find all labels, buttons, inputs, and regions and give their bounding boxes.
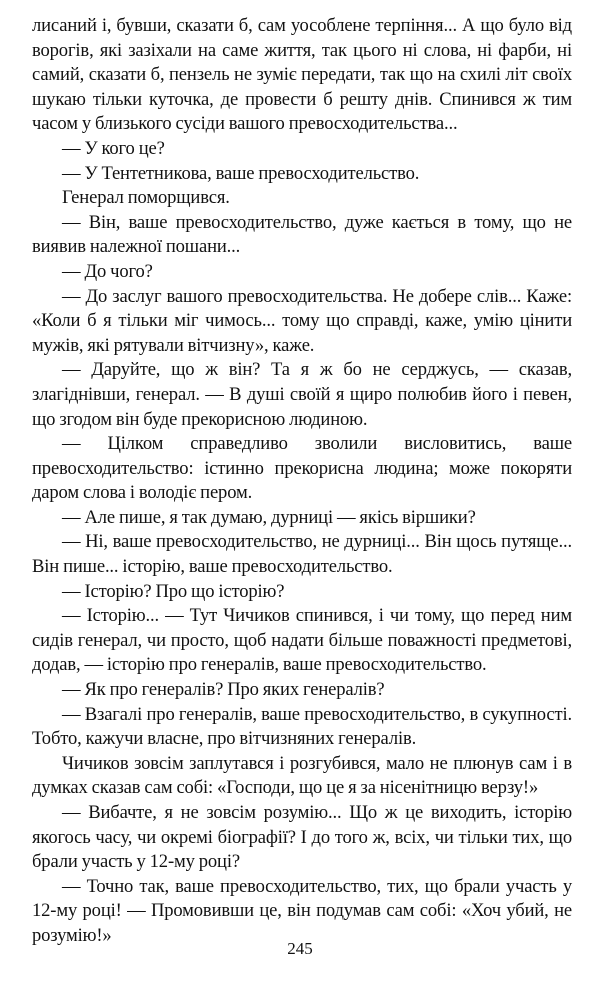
paragraph: — Цілком справедливо зволили висловитись, ваше превосходительство: істинно прекорисна людина; може покоряти даром слова і володіє пером. — [32, 433, 572, 504]
paragraph: — До чого? — [62, 260, 153, 282]
paragraph: — До заслуг вашого превосходительства. Не добере слів... Каже: «Коли б я тільки міг чимось... тому що справді, каже, умію цінити мужів, які рятували вітчизну», каже. — [32, 285, 572, 356]
paragraph: — Він, ваше превосходительство, дуже кається в тому, що не виявив належної пошани... — [32, 211, 572, 258]
paragraph: — У Тентетникова, ваше превосходительство. — [62, 162, 420, 184]
paragraph: — Історію? Про що історію? — [62, 580, 285, 602]
paragraph: — У кого це? — [62, 137, 165, 159]
paragraph: — Ні, ваше превосходительство, не дурниці... Він щось путяще... Він пише... історію, ваше превосходительство. — [32, 531, 572, 578]
page-number: 245 — [287, 939, 313, 958]
paragraph: — Історію... — Тут Чичиков спинився, і чи тому, що перед ним сидів генерал, чи просто, щоб надати більше поважності предметові, додав, — історію про генералів, ваше превосходительство. — [32, 605, 572, 676]
paragraph: — Даруйте, що ж він? Та я ж бо не серджусь, — сказав, злагіднівши, генерал. — В душі своїй я щиро полюбив його і певен, що згодом він буде прекорисною людиною. — [32, 359, 572, 430]
paragraph: — Точно так, ваше превосходительство, тих, що брали участь у 12-му році! — Промовивши це, він подумав сам собі: «Хоч убий, не розумію!» — [32, 875, 572, 946]
paragraph: — Як про генералів? Про яких генералів? — [62, 679, 385, 701]
paragraph: — Взагалі про генералів, ваше превосходительство, в сукупності. Тобто, кажучи власне, про вітчизняних генералів. — [32, 703, 572, 750]
paragraph: — Вибачте, я не зовсім розумію... Що ж це виходить, історію якогось часу, чи окремі біографії? І до того ж, всіх, чи тільки тих, що брали участь у 12-му році? — [32, 802, 572, 873]
paragraph: лисаний і, бувши, сказати б, сам уособлене терпіння... А що було від ворогів, які зазіхали на саме життя, так цього ні слова, ні фарби, ні самий, сказати б, пензель не зуміє передати, так що на схилі літ своїх шукаю тільки куточка, де провести б решту днів. Спинився ж тим часом у близького сусіди вашого превосходительства... — [32, 15, 572, 135]
paragraph: Чичиков зовсім заплутався і розгубився, мало не плюнув сам і в думках сказав сам собі: «Господи, що це я за нісенітницю верзу!» — [32, 752, 572, 799]
page-body — [32, 14, 572, 949]
paragraph: — Але пише, я так думаю, дурниці — якісь віршики? — [62, 506, 476, 528]
paragraph: Генерал поморщився. — [62, 187, 230, 209]
